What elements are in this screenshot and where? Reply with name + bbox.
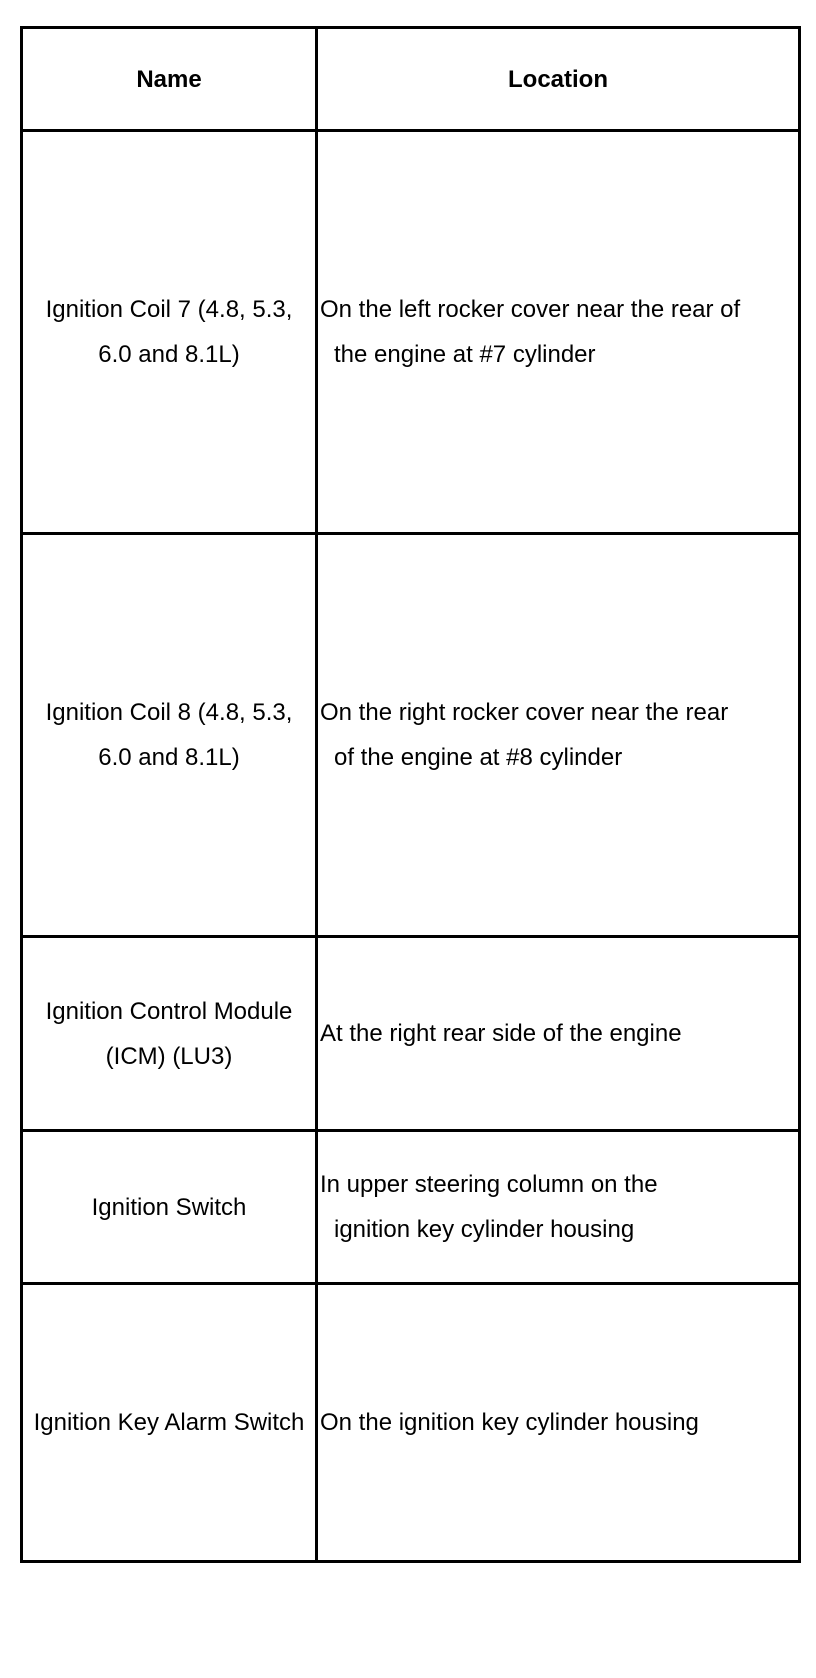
header-location: Location — [317, 28, 800, 131]
component-name: Ignition Control Module (ICM) (LU3) — [45, 997, 293, 1070]
component-name: Ignition Coil 8 (4.8, 5.3, 6.0 and 8.1L) — [45, 699, 293, 771]
component-location-table — [20, 26, 801, 1563]
name-cell — [22, 534, 317, 937]
name-cell — [22, 1284, 317, 1562]
location-cell — [317, 534, 800, 937]
table-row — [22, 1284, 800, 1562]
component-location — [318, 690, 798, 780]
name-cell — [22, 937, 317, 1131]
location-cell — [317, 1284, 800, 1562]
location-line: On the ignition key cylinder housing — [320, 1409, 699, 1436]
component-location — [318, 1400, 798, 1445]
location-line: the engine at #7 cylinder — [334, 341, 596, 368]
location-line: On the left rocker cover near the rear of — [320, 296, 741, 323]
component-name: Ignition Switch — [91, 1193, 247, 1221]
location-line: ignition key cylinder housing — [334, 1216, 635, 1243]
table-row — [22, 534, 800, 937]
component-name: Ignition Key Alarm Switch — [33, 1409, 305, 1436]
table-row — [22, 937, 800, 1131]
location-cell — [317, 1131, 800, 1284]
table-row — [22, 131, 800, 534]
location-line: At the right rear side of the engine — [320, 1020, 682, 1047]
component-name: Ignition Coil 7 (4.8, 5.3, 6.0 and 8.1L) — [45, 296, 293, 368]
name-cell — [22, 1131, 317, 1284]
name-cell — [22, 131, 317, 534]
table-row — [22, 1131, 800, 1284]
header-name: Name — [22, 28, 317, 131]
location-cell — [317, 131, 800, 534]
component-location — [318, 287, 798, 377]
location-cell — [317, 937, 800, 1131]
location-line: On the right rocker cover near the rear — [320, 699, 729, 726]
header-row — [22, 28, 800, 131]
component-location — [318, 1162, 798, 1252]
location-line: In upper steering column on the — [320, 1171, 658, 1198]
location-line: of the engine at #8 cylinder — [334, 744, 623, 771]
component-location — [318, 1011, 798, 1056]
